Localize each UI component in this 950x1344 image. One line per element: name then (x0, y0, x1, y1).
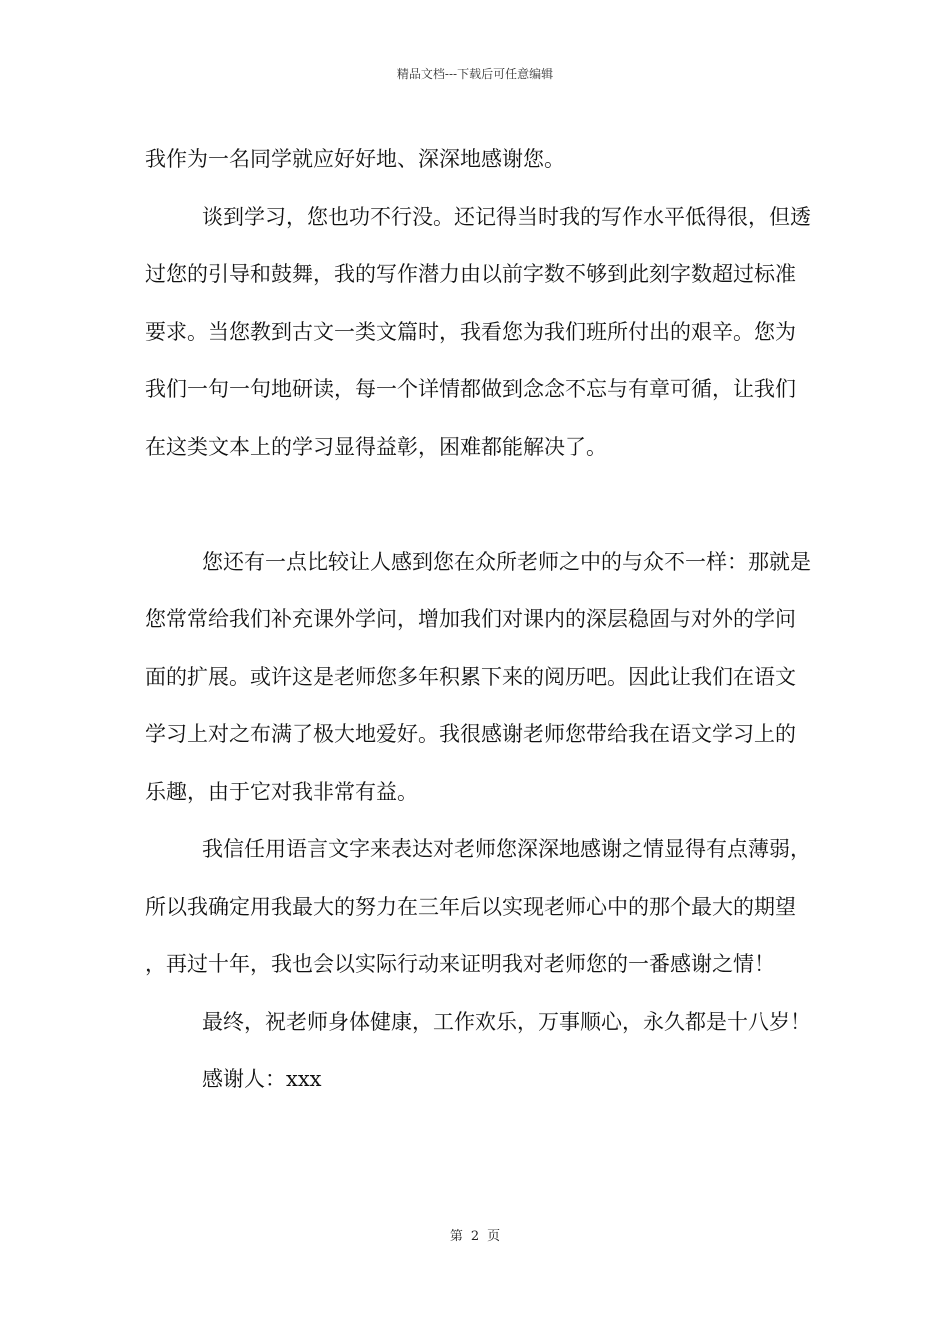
paragraph-wishes: 最终，祝老师身体健康，工作欢乐，万事顺心，永久都是十八岁！ (202, 1009, 811, 1034)
page-footer (0, 1228, 950, 1246)
paragraph-extracurricular: 您还有一点比较让人感到您在众所老师之中的与众不一样：那就是您常常给我们补充课外学问，增加我们对课内的深层稳固与对外的学问面的扩展。或许这是老师您多年积累下来的阅历吧。因此让我们在语文学习上对之布满了极大地爱好。我很感谢老师您带给我在语文学习上的乐趣，由于它对我非常有益。 (145, 549, 811, 804)
paragraph-gap (145, 476, 815, 534)
signature: 感谢人：xxx (202, 1067, 322, 1091)
document-body (145, 131, 815, 1109)
paragraph-promise: 我信任用语言文字来表达对老师您深深地感谢之情显得有点薄弱，所以我确定用我最大的努力在三年后以实现老师心中的那个最大的期望，再过十年，我也会以实际行动来证明我对老师您的一番感谢之情！ (145, 837, 811, 976)
paragraph-study: 谈到学习，您也功不行没。还记得当时我的写作水平低得很，但透过您的引导和鼓舞，我的写作潜力由以前字数不够到此刻字数超过标准要求。当您教到古文一类文篇时，我看您为我们班所付出的艰辛。您为我们一句一句地研读，每一个详情都做到念念不忘与有章可循，让我们在这类文本上的学习显得益彰，困难都能解决了。 (145, 204, 811, 459)
page-number: 2 (470, 1229, 480, 1244)
paragraph-continuation: 我作为一名同学就应好好地、深深地感谢您。 (145, 147, 565, 171)
page-prefix: 第 (449, 1229, 463, 1244)
page-header: 精品文档---下载后可任意编辑 (396, 67, 554, 81)
page-suffix: 页 (487, 1229, 501, 1244)
